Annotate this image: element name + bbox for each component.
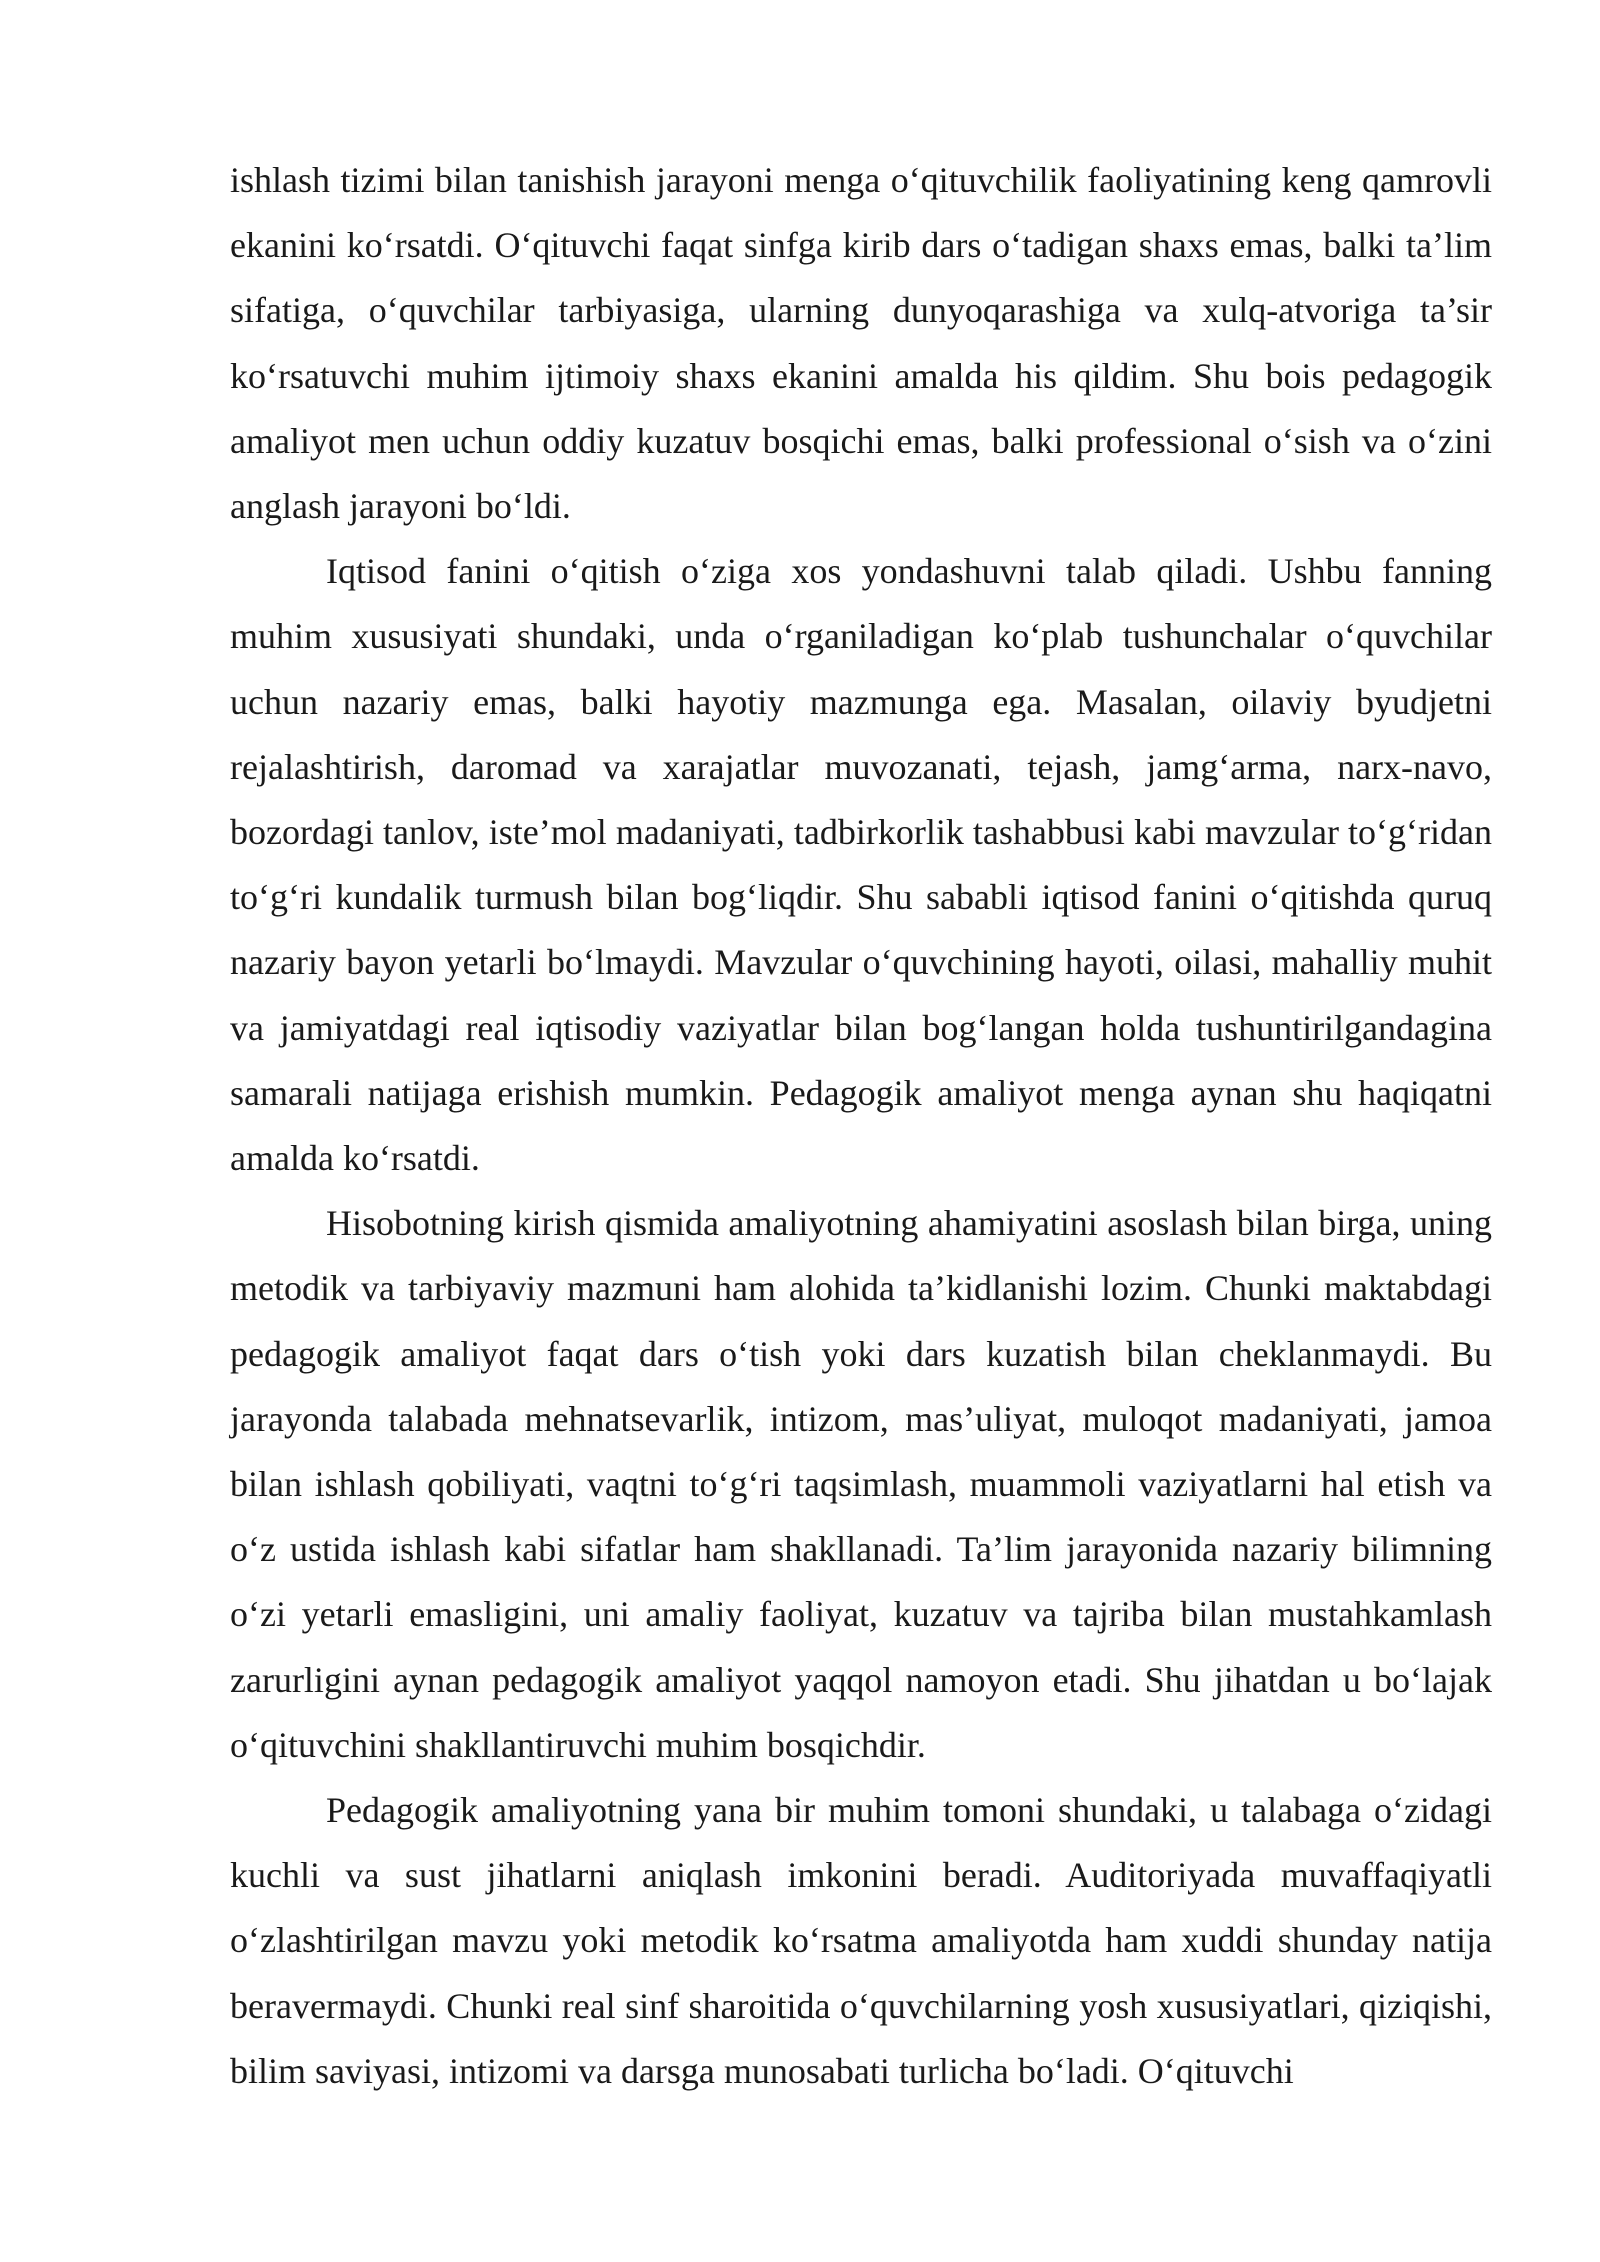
paragraph-practice-importance: Pedagogik amaliyotning yana bir muhim tomoni shundaki, u talabaga o‘zidagi kuchli va sust jihatlarni aniqlash imkonini beradi. Auditoriyada muvaffaqiyatli o‘zlashtirilgan mavzu yoki metodik ko‘rsatma amaliyotda ham xuddi shunday natija beravermaydi. Chunki real sinf sharoitida o‘quvchilarning yosh xususiyatlari, qiziqishi, bilim saviyasi, intizomi va darsga munosabati turlicha bo‘ladi. O‘qituvchi xyxy=(230,1790,1492,2091)
paragraph-economics-teaching: Iqtisod fanini o‘qitish o‘ziga xos yondashuvni talab qiladi. Ushbu fanning muhim xususiyati shundaki, unda o‘rganiladigan ko‘plab tushunchalar o‘quvchilar uchun nazariy emas, balki hayotiy mazmunga ega. Masalan, oilaviy byudjetni rejalashtirish, daromad va xarajatlar muvozanati, tejash, jamg‘arma, narx-navo, bozordagi tanlov, iste’mol madaniyati, tadbirkorlik tashabbusi kabi mavzular to‘g‘ridan to‘g‘ri kundalik turmush bilan bog‘liqdir. Shu sababli iqtisod fanini o‘qitishda quruq nazariy bayon yetarli bo‘lmaydi. Mavzular o‘quvchining hayoti, oilasi, mahalliy muhit va jamiyatdagi real iqtisodiy vaziyatlar bilan bog‘langan holda tushuntirilgandagina samarali natijaga erishish mumkin. Pedagogik amaliyot menga aynan shu haqiqatni amalda ko‘rsatdi. xyxy=(230,551,1492,1179)
paragraph-report-introduction: Hisobotning kirish qismida amaliyotning ahamiyatini asoslash bilan birga, uning metodik va tarbiyaviy mazmuni ham alohida ta’kidlanishi lozim. Chunki maktabdagi pedagogik amaliyot faqat dars o‘tish yoki dars kuzatish bilan cheklanmaydi. Bu jarayonda talabada mehnatsevarlik, intizom, mas’uliyat, muloqot madaniyati, jamoa bilan ishlash qobiliyati, vaqtni to‘g‘ri taqsimlash, muammoli vaziyatlarni hal etish va o‘z ustida ishlash kabi sifatlar ham shakllanadi. Ta’lim jarayonida nazariy bilimning o‘zi yetarli emasligini, uni amaliy faoliyat, kuzatuv va tajriba bilan mustahkamlash zarurligini aynan pedagogik amaliyot yaqqol namoyon etadi. Shu jihatdan u bo‘lajak o‘qituvchini shakllantiruvchi muhim bosqichdir. xyxy=(230,1203,1492,1765)
paragraph-continuation: ishlash tizimi bilan tanishish jarayoni menga o‘qituvchilik faoliyatining keng qamrovli ekanini ko‘rsatdi. O‘qituvchi faqat sinfga kirib dars o‘tadigan shaxs emas, balki ta’lim sifatiga, o‘quvchilar tarbiyasiga, ularning dunyoqarashiga va xulq-atvoriga ta’sir ko‘rsatuvchi muhim ijtimoiy shaxs ekanini amalda his qildim. Shu bois pedagogik amaliyot men uchun oddiy kuzatuv bosqichi emas, balki professional o‘sish va o‘zini anglash jarayoni bo‘ldi. xyxy=(230,160,1492,527)
document-page xyxy=(230,148,1492,2104)
